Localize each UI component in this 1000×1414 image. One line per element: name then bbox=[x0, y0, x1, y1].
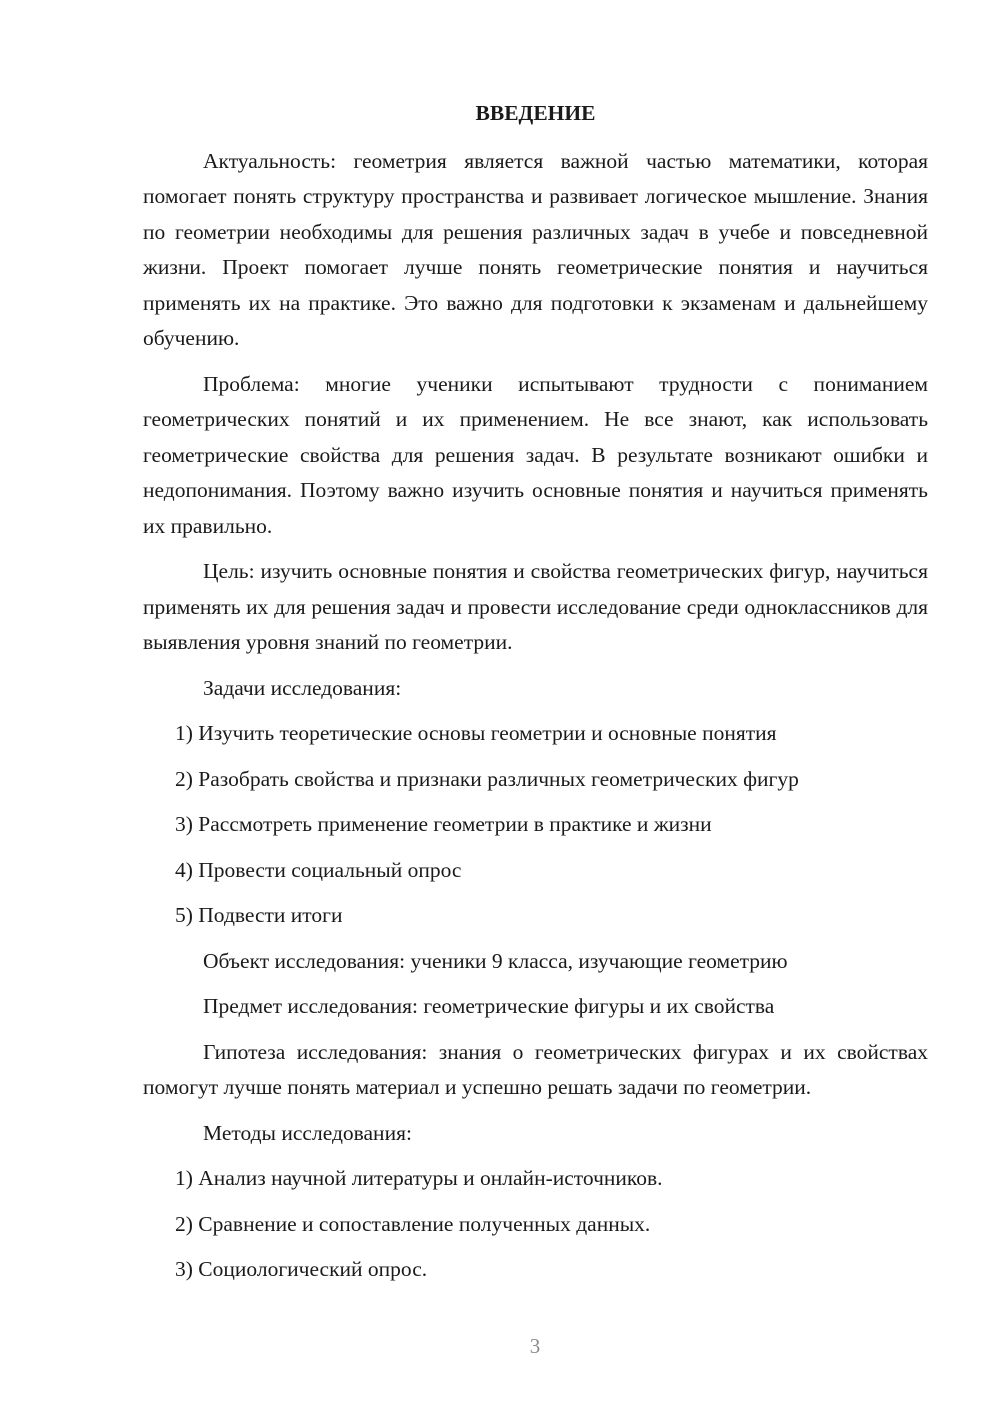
hypothesis-paragraph: Гипотеза исследования: знания о геометрических фигурах и их свойствах помогут лучше понять материал и успешно решать задачи по геометрии. bbox=[143, 1039, 928, 1099]
list-item: 4) Провести социальный опрос bbox=[175, 857, 462, 882]
list-item: 3) Социологический опрос. bbox=[175, 1257, 428, 1281]
list-item: 1) Анализ научной литературы и онлайн-источников. bbox=[175, 1166, 663, 1190]
methods-heading: Методы исследования: bbox=[203, 1120, 412, 1145]
problem-paragraph: Проблема: многие ученики испытывают трудности с пониманием геометрических понятий и их применением. Не все знают, как использовать геометрические свойства для решения задач. В результате возникают ошибки и недопонимания. Поэтому важно изучить основные понятия и научиться применять их правильно. bbox=[143, 371, 928, 538]
list-item: 2) Разобрать свойства и признаки различных геометрических фигур bbox=[175, 766, 799, 791]
subject-line: Предмет исследования: геометрические фигуры и их свойства bbox=[203, 994, 775, 1018]
list-item: 3) Рассмотреть применение геометрии в практике и жизни bbox=[175, 812, 712, 836]
list-item: 2) Сравнение и сопоставление полученных данных. bbox=[175, 1211, 651, 1236]
methods-list bbox=[143, 1161, 928, 1288]
document-page bbox=[143, 96, 928, 1298]
list-item: 5) Подвести итоги bbox=[175, 903, 343, 927]
object-line: Объект исследования: ученики 9 класса, изучающие геометрию bbox=[203, 948, 788, 973]
goal-paragraph: Цель: изучить основные понятия и свойства геометрических фигур, научиться применять их для решения задач и провести исследование среди одноклассников для выявления уровня знаний по геометрии. bbox=[143, 559, 928, 654]
page-title: ВВЕДЕНИЕ bbox=[475, 101, 596, 125]
page-number: 3 bbox=[529, 1334, 541, 1358]
tasks-heading: Задачи исследования: bbox=[203, 675, 402, 700]
list-item: 1) Изучить теоретические основы геометрии и основные понятия bbox=[175, 721, 777, 745]
relevance-paragraph: Актуальность: геометрия является важной частью математики, которая помогает понять структуру пространства и развивает логическое мышление. Знания по геометрии необходимы для решения различных задач в учебе и повседневной жизни. Проект помогает лучше понять геометрические понятия и научиться применять их на практике. Это важно для подготовки к экзаменам и дальнейшему обучению. bbox=[143, 148, 928, 350]
tasks-list bbox=[143, 716, 928, 934]
